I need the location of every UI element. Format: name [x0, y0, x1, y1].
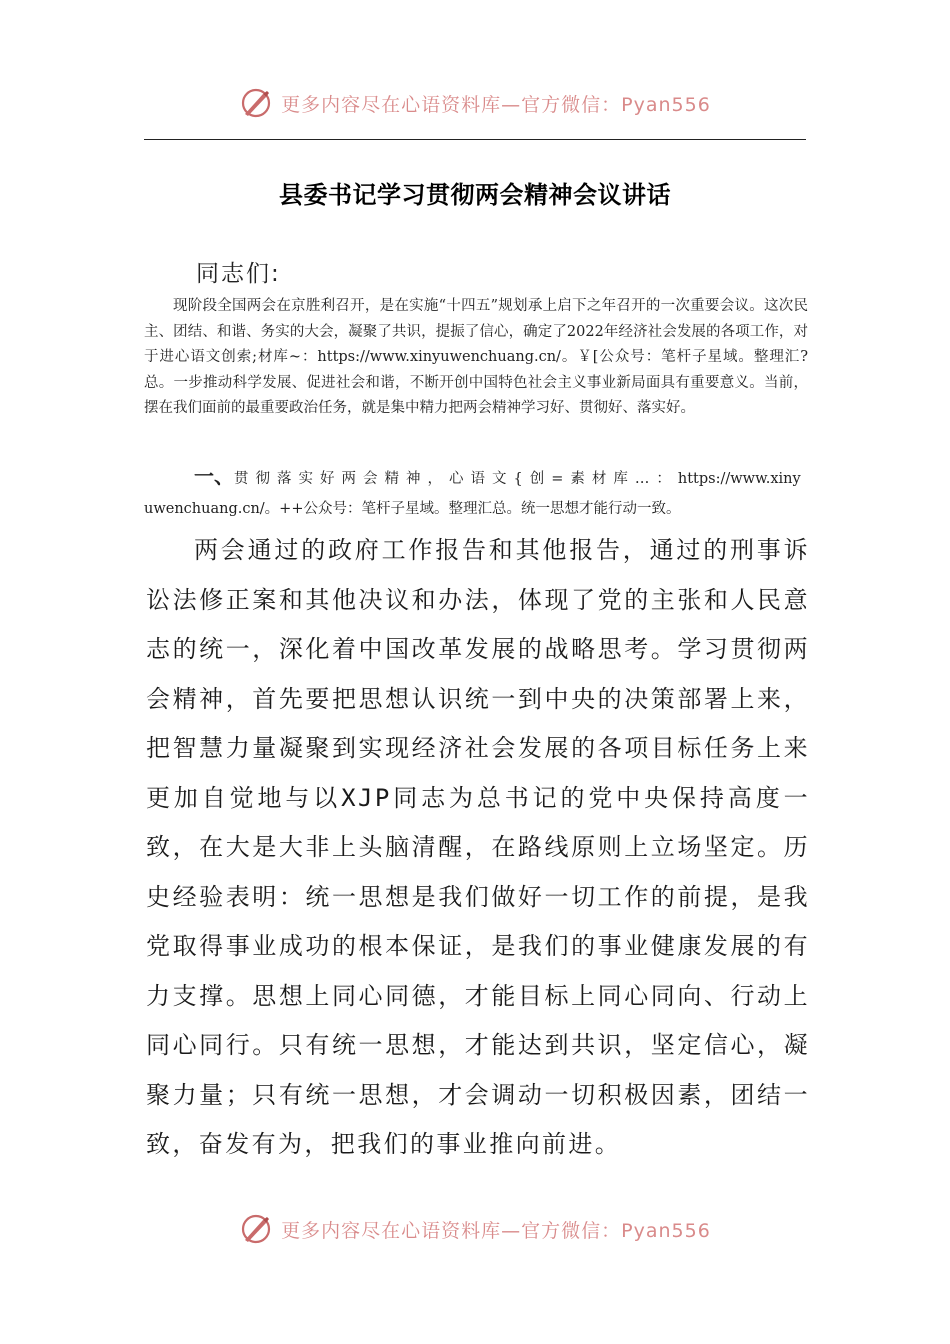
watermark-text: 更多内容尽在心语资料库—官方微信：Pyan556	[281, 1219, 711, 1242]
body-paragraph: 两会通过的政府工作报告和其他报告，通过的刑事诉讼法修正案和其他决议和办法，体现了党的主张和人民意志的统一，深化着中国改革发展的战略思考。学习贯彻两会精神，首先要把思想认识统一到中央的决策部署上来，把智慧力量凝聚到实现经济社会发展的各项目标任务上来更加自觉地与以XJP同志为总书记的党中央保持高度一致，在大是大非上头脑清醒，在路线原则上立场坚定。历史经验表明：统一思想是我们做好一切工作的前提，是我党取得事业成功的根本保证，是我们的事业健康发展的有力支撑。思想上同心同德，才能目标上同心同向、行动上同心同行。只有统一思想，才能达到共识，坚定信心，凝聚力量；只有统一思想，才会调动一切积极因素，团结一致，奋发有为，把我们的事业推向前进。	[146, 536, 810, 1158]
pen-logo-icon	[239, 1212, 273, 1246]
section-heading-rest: https://www.xinyuwenchuang.cn/。++公众号：笔杆子星域。整理汇总。统一思想才能行动一致。	[144, 471, 801, 517]
section-heading-one	[144, 461, 808, 524]
section-heading-text: 贯彻落实好两会精神，心语文{创=素材库…：	[234, 471, 678, 487]
footer-watermark	[0, 1207, 950, 1251]
intro-paragraph: 现阶段全国两会在京胜利召开，是在实施“十四五”规划承上启下之年召开的一次重要会议。这次民主、团结、和谐、务实的大会，凝聚了共识，提振了信心，确定了2022年经济社会发展的各项工作，对于进心语文创索;材库~：https://www.xinyuwenchuang.cn/。￥[公众号：笔杆子星域。整理汇?总。一步推动科学发展、促进社会和谐，不断开创中国特色社会主义事业新局面具有重要意义。当前，摆在我们面前的最重要政治任务，就是集中精力把两会精神学习好、贯彻好、落实好。	[144, 298, 808, 417]
section-number: 一、	[194, 464, 234, 488]
header-divider	[144, 139, 806, 140]
salutation: 同志们:	[196, 261, 281, 287]
pen-logo-icon	[239, 86, 273, 120]
document-title: 县委书记学习贯彻两会精神会议讲话	[279, 180, 671, 209]
watermark-text: 更多内容尽在心语资料库—官方微信：Pyan556	[281, 93, 711, 116]
header-watermark	[0, 81, 950, 125]
